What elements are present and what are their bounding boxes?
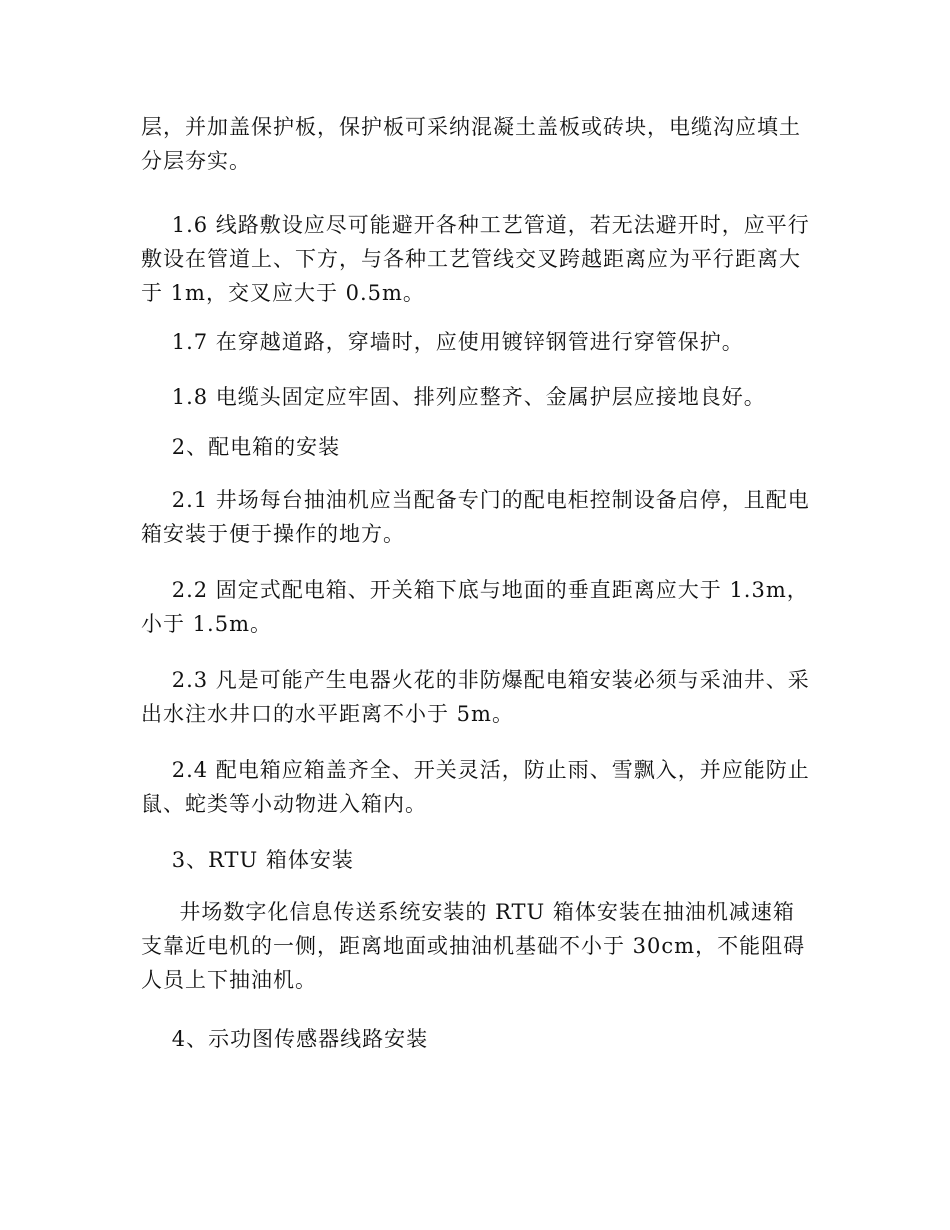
paragraph-1-8: 1.8 电缆头固定应牢固、排列应整齐、金属护层应接地良好。	[141, 385, 766, 409]
paragraph-2-4: 2.4 配电箱应箱盖齐全、开关灵活，防止雨、雪飘入，并应能防止鼠、蛇类等小动物进入箱内。	[141, 758, 810, 816]
paragraph-1-6: 1.6 线路敷设应尽可能避开各种工艺管道，若无法避开时，应平行敷设在管道上、下方，与各种工艺管线交叉跨越距离应为平行距离大于 1m，交叉应大于 0.5m。	[141, 213, 810, 305]
heading-3-rtu-box: 3、RTU 箱体安装	[141, 848, 354, 872]
paragraph-2-1: 2.1 井场每台抽油机应当配备专门的配电柜控制设备启停，且配电箱安装于便于操作的地方。	[141, 488, 810, 546]
paragraph-cable-trench-fill: 层，并加盖保护板，保护板可采纳混凝土盖板或砖块，电缆沟应填土分层夯实。	[141, 115, 801, 173]
paragraph-2-2: 2.2 固定式配电箱、开关箱下底与地面的垂直距离应大于 1.3m，小于 1.5m。	[141, 578, 809, 636]
paragraph-1-7: 1.7 在穿越道路，穿墙时，应使用镀锌钢管进行穿管保护。	[141, 330, 744, 354]
heading-4-sensor-line: 4、示功图传感器线路安装	[141, 1027, 429, 1051]
paragraph-2-3: 2.3 凡是可能产生电器火花的非防爆配电箱安装必须与采油井、采出水注水井口的水平距离不小于 5m。	[141, 668, 810, 726]
paragraph-rtu-install: 井场数字化信息传送系统安装的 RTU 箱体安装在抽油机减速箱支靠近电机的一侧，距离地面或抽油机基础不小于 30cm，不能阻碍人员上下抽油机。	[141, 900, 806, 992]
heading-2-distribution-box: 2、配电箱的安装	[141, 435, 341, 459]
